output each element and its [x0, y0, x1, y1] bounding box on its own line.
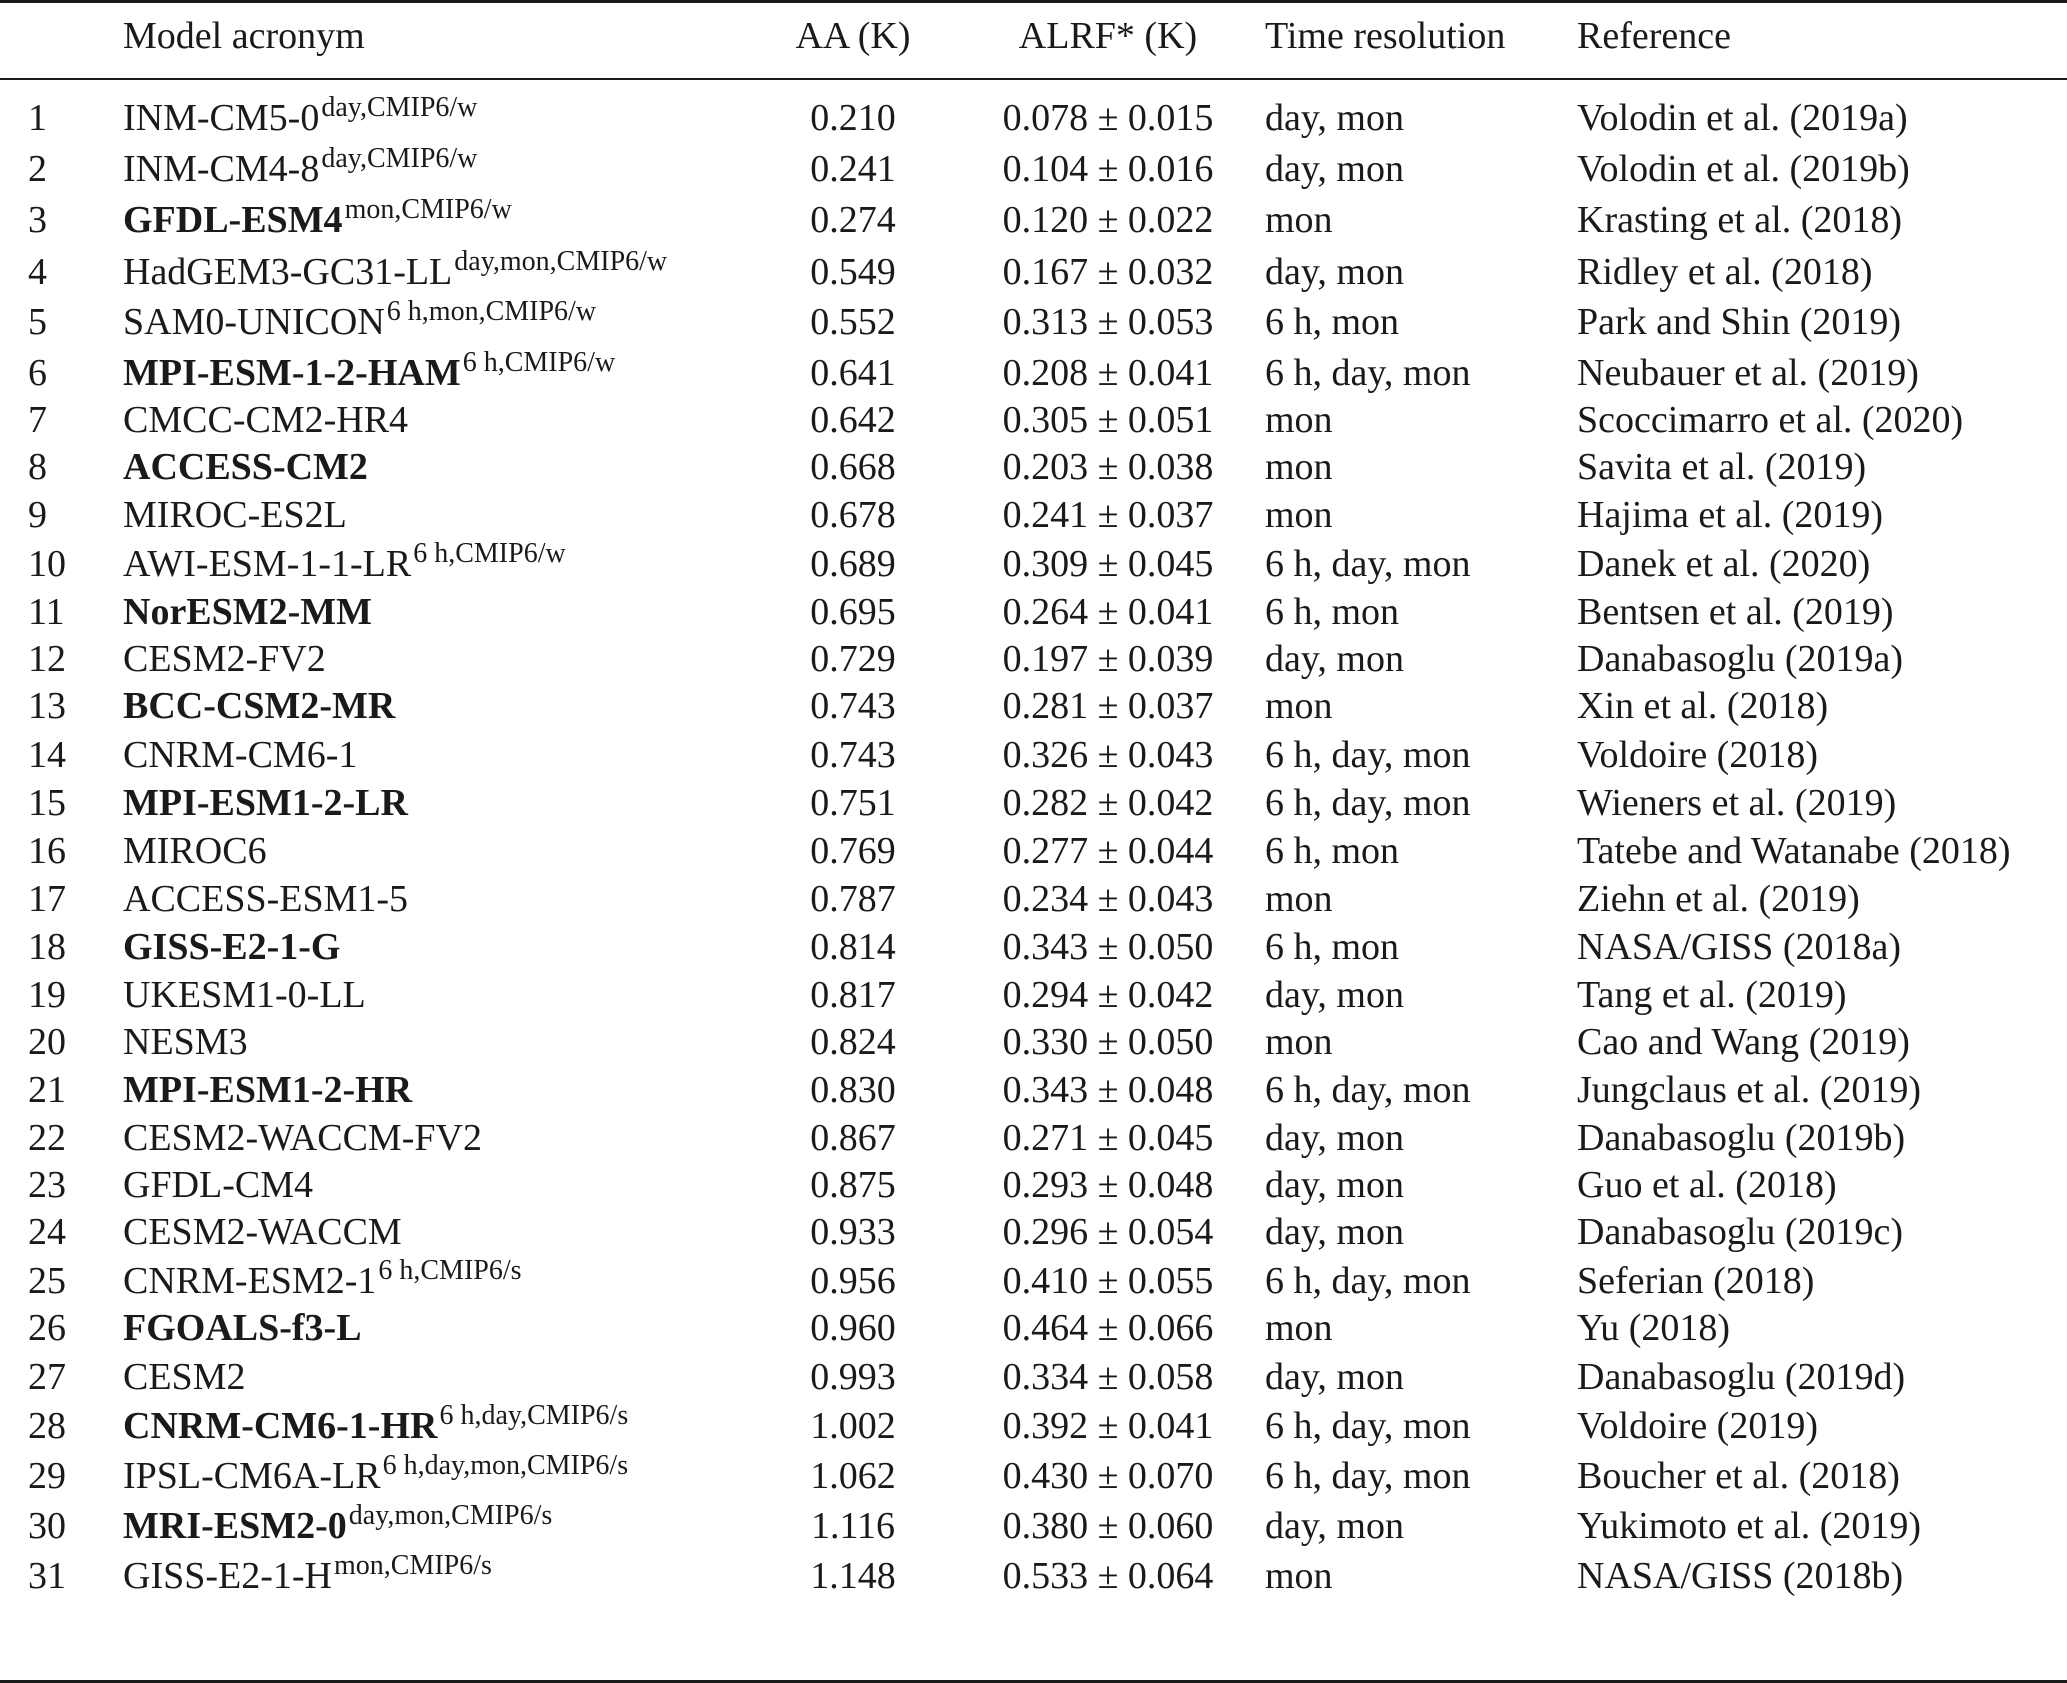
model-acronym: [123, 398, 408, 442]
model-name: MIROC-ES2L: [123, 494, 347, 536]
alrf-value: 0.234 ± 0.043: [1002, 878, 1214, 920]
alrf-value: 0.464 ± 0.066: [1002, 1307, 1214, 1349]
time-resolution: 6 h, day, mon: [1265, 1455, 1471, 1497]
time-resolution: 6 h, mon: [1265, 301, 1400, 343]
table-row: [0, 925, 2067, 969]
model-acronym: [123, 925, 340, 969]
aa-value: 0.956: [810, 1260, 896, 1302]
model-superscript: 6 h,CMIP6/w: [462, 347, 616, 378]
alrf-value: 0.120 ± 0.022: [1002, 199, 1214, 241]
alrf-value: 0.533 ± 0.064: [1002, 1555, 1214, 1597]
alrf-value: 0.313 ± 0.053: [1002, 301, 1214, 343]
reference: Ridley et al. (2018): [1577, 251, 1873, 293]
row-number: 21: [28, 1069, 66, 1111]
model-name: INM-CM4-8: [123, 148, 320, 190]
model-name: MIROC6: [123, 830, 267, 872]
row-number: 23: [28, 1164, 66, 1206]
aa-value: 0.642: [810, 399, 896, 441]
model-acronym: [123, 1450, 629, 1502]
model-superscript: day,mon,CMIP6/w: [454, 246, 668, 277]
reference: Danabasoglu (2019d): [1577, 1356, 1906, 1398]
alrf-value: 0.343 ± 0.050: [1002, 926, 1214, 968]
header-model: Model acronym: [123, 15, 365, 57]
time-resolution: day, mon: [1265, 974, 1404, 1016]
aa-value: 0.689: [810, 543, 896, 585]
row-number: 4: [28, 251, 47, 293]
row-number: 16: [28, 830, 66, 872]
time-resolution: 6 h, day, mon: [1265, 543, 1471, 585]
model-acronym: [123, 538, 566, 590]
model-acronym: [123, 1306, 362, 1350]
reference: Danabasoglu (2019b): [1577, 1117, 1906, 1159]
model-acronym: [123, 1355, 245, 1399]
model-name: MPI-ESM1-2-LR: [123, 782, 408, 824]
reference: Volodin et al. (2019a): [1577, 97, 1908, 139]
alrf-value: 0.305 ± 0.051: [1002, 399, 1214, 441]
reference: Voldoire (2018): [1577, 734, 1818, 776]
row-number: 12: [28, 638, 66, 680]
row-number: 14: [28, 734, 66, 776]
time-resolution: mon: [1265, 494, 1333, 536]
alrf-value: 0.309 ± 0.045: [1002, 543, 1214, 585]
time-resolution: 6 h, day, mon: [1265, 1405, 1471, 1447]
model-name: ACCESS-ESM1-5: [123, 878, 409, 920]
row-number: 2: [28, 148, 47, 190]
model-acronym: [123, 1020, 248, 1064]
table-row: [0, 246, 2067, 294]
top-rule: [0, 0, 2067, 3]
reference: Danabasoglu (2019c): [1577, 1211, 1904, 1253]
model-superscript: 6 h,CMIP6/s: [378, 1255, 522, 1286]
alrf-value: 0.208 ± 0.041: [1002, 352, 1214, 394]
model-acronym: [123, 590, 372, 634]
header-aa: AA (K): [795, 15, 911, 57]
reference: Volodin et al. (2019b): [1577, 148, 1910, 190]
model-acronym: [123, 1116, 482, 1160]
reference: NASA/GISS (2018b): [1577, 1555, 1904, 1597]
time-resolution: day, mon: [1265, 251, 1404, 293]
row-number: 7: [28, 399, 47, 441]
reference: Scoccimarro et al. (2020): [1577, 399, 1964, 441]
alrf-value: 0.296 ± 0.054: [1002, 1211, 1214, 1253]
row-number: 8: [28, 446, 47, 488]
table-row: [0, 1500, 2067, 1548]
alrf-value: 0.330 ± 0.050: [1002, 1021, 1214, 1063]
model-acronym: [123, 973, 366, 1017]
model-superscript: 6 h,CMIP6/w: [413, 538, 566, 569]
row-number: 24: [28, 1211, 66, 1253]
model-name: GFDL-CM4: [123, 1164, 314, 1206]
reference: Jungclaus et al. (2019): [1577, 1069, 1922, 1111]
table-row: [0, 1400, 2067, 1448]
model-superscript: day,CMIP6/w: [321, 143, 478, 174]
reference: Neubauer et al. (2019): [1577, 352, 1919, 394]
model-acronym: [123, 829, 267, 873]
alrf-value: 0.430 ± 0.070: [1002, 1455, 1214, 1497]
aa-value: 0.824: [810, 1021, 896, 1063]
time-resolution: 6 h, mon: [1265, 926, 1400, 968]
aa-value: 0.743: [810, 734, 896, 776]
reference: Savita et al. (2019): [1577, 446, 1867, 488]
table-row: [0, 829, 2067, 873]
alrf-value: 0.334 ± 0.058: [1002, 1356, 1214, 1398]
model-name: BCC-CSM2-MR: [123, 685, 396, 727]
reference: Boucher et al. (2018): [1577, 1455, 1900, 1497]
alrf-value: 0.277 ± 0.044: [1002, 830, 1214, 872]
table-row: [0, 92, 2067, 140]
time-resolution: day, mon: [1265, 1211, 1404, 1253]
model-superscript: day,mon,CMIP6/s: [348, 1500, 553, 1531]
table-row: [0, 493, 2067, 537]
model-name: GISS-E2-1-G: [123, 926, 341, 968]
aa-value: 0.814: [810, 926, 896, 968]
model-name: NESM3: [123, 1021, 248, 1063]
alrf-value: 0.104 ± 0.016: [1002, 148, 1214, 190]
row-number: 31: [28, 1555, 66, 1597]
reference: NASA/GISS (2018a): [1577, 926, 1902, 968]
model-name: CESM2-FV2: [123, 638, 326, 680]
row-number: 5: [28, 301, 47, 343]
alrf-value: 0.293 ± 0.048: [1002, 1164, 1214, 1206]
model-name: MPI-ESM1-2-HR: [123, 1069, 413, 1111]
time-resolution: day, mon: [1265, 97, 1404, 139]
reference: Danek et al. (2020): [1577, 543, 1871, 585]
model-name: AWI-ESM-1-1-LR: [123, 543, 412, 585]
time-resolution: 6 h, day, mon: [1265, 352, 1471, 394]
model-acronym: [123, 1210, 402, 1254]
row-number: 9: [28, 494, 47, 536]
table-row: [0, 1450, 2067, 1498]
model-superscript: mon,CMIP6/s: [333, 1550, 492, 1581]
aa-value: 0.695: [810, 591, 896, 633]
model-name: ACCESS-CM2: [123, 446, 368, 488]
model-name: CNRM-CM6-1: [123, 734, 358, 776]
table-row: [0, 445, 2067, 489]
model-name: CNRM-CM6-1-HR: [123, 1405, 438, 1447]
model-name: CMCC-CM2-HR4: [123, 399, 409, 441]
table-row: [0, 1210, 2067, 1254]
aa-value: 0.241: [810, 148, 896, 190]
row-number: 1: [28, 97, 47, 139]
aa-value: 1.002: [810, 1405, 896, 1447]
table-row: [0, 684, 2067, 728]
model-acronym: [123, 877, 408, 921]
table-row: [0, 973, 2067, 1017]
table-row: [0, 1163, 2067, 1207]
alrf-value: 0.078 ± 0.015: [1002, 97, 1214, 139]
model-name: FGOALS-f3-L: [123, 1307, 362, 1349]
reference: Tang et al. (2019): [1577, 974, 1847, 1016]
row-number: 25: [28, 1260, 66, 1302]
row-number: 26: [28, 1307, 66, 1349]
model-acronym: [123, 733, 357, 777]
reference: Guo et al. (2018): [1577, 1164, 1837, 1206]
table-row: [0, 194, 2067, 242]
row-number: 18: [28, 926, 66, 968]
alrf-value: 0.281 ± 0.037: [1002, 685, 1214, 727]
time-resolution: 6 h, day, mon: [1265, 1069, 1471, 1111]
aa-value: 0.678: [810, 494, 896, 536]
table-row: [0, 590, 2067, 634]
time-resolution: day, mon: [1265, 1164, 1404, 1206]
header-reference: Reference: [1577, 15, 1731, 57]
model-name: GISS-E2-1-H: [123, 1555, 332, 1597]
alrf-value: 0.326 ± 0.043: [1002, 734, 1214, 776]
time-resolution: mon: [1265, 1021, 1333, 1063]
table-row: [0, 398, 2067, 442]
table-row: [0, 1355, 2067, 1399]
row-number: 15: [28, 782, 66, 824]
model-acronym: [123, 1255, 522, 1307]
table-row: [0, 1068, 2067, 1112]
header-alrf: ALRF* (K): [1018, 15, 1198, 57]
model-acronym: [123, 637, 326, 681]
time-resolution: mon: [1265, 878, 1333, 920]
aa-value: 0.933: [810, 1211, 896, 1253]
aa-value: 0.817: [810, 974, 896, 1016]
reference: Danabasoglu (2019a): [1577, 638, 1904, 680]
reference: Voldoire (2019): [1577, 1405, 1818, 1447]
model-superscript: 6 h,day,CMIP6/s: [439, 1400, 629, 1431]
model-acronym: [123, 92, 478, 144]
reference: Seferian (2018): [1577, 1260, 1815, 1302]
time-resolution: day, mon: [1265, 1356, 1404, 1398]
reference: Cao and Wang (2019): [1577, 1021, 1910, 1063]
table-row: [0, 637, 2067, 681]
aa-value: 1.062: [810, 1455, 896, 1497]
time-resolution: 6 h, mon: [1265, 591, 1400, 633]
reference: Tatebe and Watanabe (2018): [1577, 830, 2011, 872]
model-name: CESM2-WACCM-FV2: [123, 1117, 482, 1159]
model-acronym: [123, 781, 408, 825]
model-superscript: mon,CMIP6/w: [344, 194, 512, 225]
model-name: HadGEM3-GC31-LL: [123, 251, 453, 293]
model-superscript: 6 h,day,mon,CMIP6/s: [382, 1450, 629, 1481]
aa-value: 1.116: [810, 1505, 896, 1547]
row-number: 30: [28, 1505, 66, 1547]
row-number: 22: [28, 1117, 66, 1159]
alrf-value: 0.294 ± 0.042: [1002, 974, 1214, 1016]
time-resolution: day, mon: [1265, 148, 1404, 190]
model-acronym: [123, 1550, 492, 1602]
reference: Hajima et al. (2019): [1577, 494, 1884, 536]
reference: Krasting et al. (2018): [1577, 199, 1903, 241]
row-number: 10: [28, 543, 66, 585]
aa-value: 0.729: [810, 638, 896, 680]
model-name: CNRM-ESM2-1: [123, 1260, 377, 1302]
table-row: [0, 347, 2067, 395]
alrf-value: 0.203 ± 0.038: [1002, 446, 1214, 488]
alrf-value: 0.241 ± 0.037: [1002, 494, 1214, 536]
time-resolution: 6 h, mon: [1265, 830, 1400, 872]
time-resolution: 6 h, day, mon: [1265, 734, 1471, 776]
header-rule: [0, 78, 2067, 80]
model-acronym: [123, 347, 616, 399]
model-name: IPSL-CM6A-LR: [123, 1455, 381, 1497]
model-name: MPI-ESM-1-2-HAM: [123, 352, 461, 394]
aa-value: 0.867: [810, 1117, 896, 1159]
row-number: 28: [28, 1405, 66, 1447]
table-row: [0, 1306, 2067, 1350]
row-number: 19: [28, 974, 66, 1016]
aa-value: 0.769: [810, 830, 896, 872]
reference: Park and Shin (2019): [1577, 301, 1902, 343]
time-resolution: mon: [1265, 399, 1333, 441]
table-row: [0, 781, 2067, 825]
model-acronym: [123, 684, 395, 728]
aa-value: 0.743: [810, 685, 896, 727]
row-number: 29: [28, 1455, 66, 1497]
alrf-value: 0.264 ± 0.041: [1002, 591, 1214, 633]
aa-value: 1.148: [810, 1555, 896, 1597]
table-row: [0, 538, 2067, 586]
model-superscript: 6 h,mon,CMIP6/w: [386, 296, 597, 327]
model-acronym: [123, 1068, 412, 1112]
time-resolution: 6 h, day, mon: [1265, 1260, 1471, 1302]
aa-value: 0.668: [810, 446, 896, 488]
aa-value: 0.993: [810, 1356, 896, 1398]
row-number: 27: [28, 1356, 66, 1398]
model-acronym: [123, 1163, 313, 1207]
model-name: CESM2: [123, 1356, 246, 1398]
table-row: [0, 1020, 2067, 1064]
time-resolution: day, mon: [1265, 1505, 1404, 1547]
table-row: [0, 296, 2067, 344]
time-resolution: day, mon: [1265, 1117, 1404, 1159]
time-resolution: day, mon: [1265, 638, 1404, 680]
model-acronym: [123, 143, 478, 195]
table-row: [0, 877, 2067, 921]
row-number: 11: [28, 591, 65, 633]
model-name: SAM0-UNICON: [123, 301, 385, 343]
alrf-value: 0.271 ± 0.045: [1002, 1117, 1214, 1159]
model-acronym: [123, 493, 347, 537]
model-acronym: [123, 1400, 629, 1452]
aa-value: 0.549: [810, 251, 896, 293]
table-row: [0, 1116, 2067, 1160]
aa-value: 0.787: [810, 878, 896, 920]
table-row: [0, 733, 2067, 777]
aa-value: 0.875: [810, 1164, 896, 1206]
header-time: Time resolution: [1265, 15, 1506, 57]
time-resolution: mon: [1265, 1555, 1333, 1597]
model-name: CESM2-WACCM: [123, 1211, 402, 1253]
row-number: 17: [28, 878, 66, 920]
model-superscript: day,CMIP6/w: [321, 92, 478, 123]
reference: Wieners et al. (2019): [1577, 782, 1897, 824]
model-acronym: [123, 246, 668, 298]
row-number: 3: [28, 199, 47, 241]
row-number: 20: [28, 1021, 66, 1063]
reference: Xin et al. (2018): [1577, 685, 1829, 727]
aa-value: 0.830: [810, 1069, 896, 1111]
aa-value: 0.641: [810, 352, 896, 394]
time-resolution: mon: [1265, 446, 1333, 488]
alrf-value: 0.197 ± 0.039: [1002, 638, 1214, 680]
aa-value: 0.751: [810, 782, 896, 824]
reference: Bentsen et al. (2019): [1577, 591, 1894, 633]
reference: Yukimoto et al. (2019): [1577, 1505, 1922, 1547]
row-number: 13: [28, 685, 66, 727]
model-name: INM-CM5-0: [123, 97, 320, 139]
alrf-value: 0.282 ± 0.042: [1002, 782, 1214, 824]
aa-value: 0.552: [810, 301, 896, 343]
model-acronym: [123, 445, 368, 489]
table-row: [0, 1255, 2067, 1303]
model-acronym: [123, 194, 512, 246]
table-row: [0, 143, 2067, 191]
model-name: MRI-ESM2-0: [123, 1505, 347, 1547]
reference: Yu (2018): [1577, 1307, 1731, 1349]
row-number: 6: [28, 352, 47, 394]
time-resolution: mon: [1265, 685, 1333, 727]
time-resolution: 6 h, day, mon: [1265, 782, 1471, 824]
alrf-value: 0.410 ± 0.055: [1002, 1260, 1214, 1302]
alrf-value: 0.392 ± 0.041: [1002, 1405, 1214, 1447]
alrf-value: 0.343 ± 0.048: [1002, 1069, 1214, 1111]
aa-value: 0.210: [810, 97, 896, 139]
aa-value: 0.960: [810, 1307, 896, 1349]
aa-value: 0.274: [810, 199, 896, 241]
alrf-value: 0.380 ± 0.060: [1002, 1505, 1214, 1547]
model-acronym: [123, 296, 597, 348]
alrf-value: 0.167 ± 0.032: [1002, 251, 1214, 293]
model-acronym: [123, 1500, 553, 1552]
model-name: UKESM1-0-LL: [123, 974, 366, 1016]
time-resolution: mon: [1265, 199, 1333, 241]
table-row: [0, 1550, 2067, 1598]
time-resolution: mon: [1265, 1307, 1333, 1349]
model-name: GFDL-ESM4: [123, 199, 343, 241]
reference: Ziehn et al. (2019): [1577, 878, 1860, 920]
model-name: NorESM2-MM: [123, 591, 373, 633]
